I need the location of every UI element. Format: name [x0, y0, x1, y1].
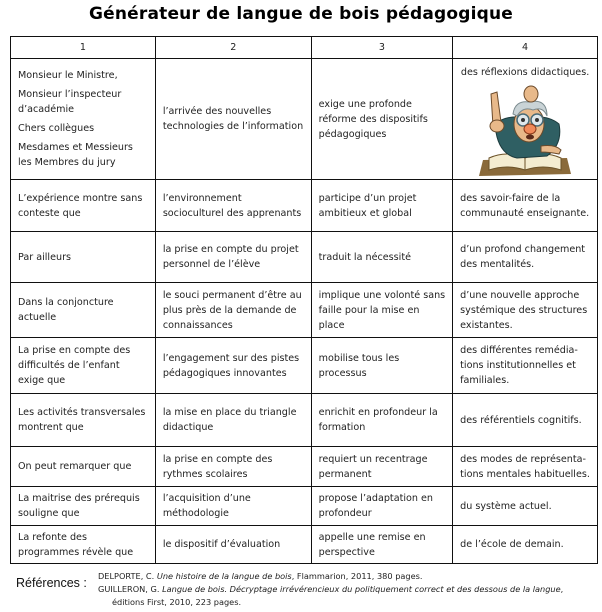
reference-details: , Flammarion, 2011, 380 pages.: [291, 571, 423, 581]
reference-author: GUILLERON, G.: [98, 584, 160, 594]
table-cell: Les activités transversales montrent que: [11, 394, 156, 447]
generator-table: [10, 36, 598, 564]
table-cell: Par ailleurs: [11, 232, 156, 283]
table-cell: La refonte des programmes révèle que: [11, 526, 156, 564]
table-cell: l’engagement sur des pistes pédagogiques innovantes: [155, 338, 311, 394]
table-row: [11, 283, 598, 338]
table-cell: Dans la conjoncture actuelle: [11, 283, 156, 338]
table-cell-text: des réflexions didactiques.: [460, 67, 590, 78]
table-row: [11, 447, 598, 487]
reference-title: Langue de bois. Décryptage irrévérencieux du politiquement correct et des dessous de la langue: [162, 584, 561, 594]
column-header: 1: [11, 37, 156, 59]
table-cell: des modes de représenta-tions mentales habituelles.: [453, 447, 598, 487]
table-cell-with-image: [453, 59, 598, 180]
professor-illustration-icon: [477, 84, 573, 176]
table-cell: la mise en place du triangle didactique: [155, 394, 311, 447]
reference-author: DELPORTE, C.: [98, 571, 155, 581]
table-cell: propose l’adaptation en profondeur: [311, 487, 452, 526]
table-cell: l’arrivée des nouvelles technologies de l’information: [155, 59, 311, 180]
reference-item: [98, 583, 598, 609]
table-cell: implique une volonté sans faille pour la mise en place: [311, 283, 452, 338]
table-cell: le dispositif d’évaluation: [155, 526, 311, 564]
column-header: 3: [311, 37, 452, 59]
table-cell: traduit la nécessité: [311, 232, 452, 283]
table-cell: mobilise tous les processus: [311, 338, 452, 394]
table-cell: du système actuel.: [453, 487, 598, 526]
table-cell: de l’école de demain.: [453, 526, 598, 564]
reference-continuation: éditions First, 2010, 223 pages.: [112, 597, 242, 607]
table-cell: enrichit en profondeur la formation: [311, 394, 452, 447]
references-label: Références :: [16, 576, 87, 590]
column-header: 4: [453, 37, 598, 59]
table-cell: d’un profond changement des mentalités.: [453, 232, 598, 283]
table-cell: La prise en compte des difficultés de l’enfant exige que: [11, 338, 156, 394]
table-cell: l’environnement socioculturel des apprenants: [155, 180, 311, 232]
table-cell: la prise en compte du projet personnel de l’élève: [155, 232, 311, 283]
reference-details: ,: [560, 584, 564, 594]
table-row: [11, 394, 598, 447]
salutation: Mesdames et Messieurs les Membres du jury: [18, 142, 133, 168]
table-row: [11, 180, 598, 232]
header-row: [11, 37, 598, 59]
table-row: [11, 526, 598, 564]
table-cell: participe d’un projet ambitieux et global: [311, 180, 452, 232]
salutations-cell: [11, 59, 156, 180]
reference-title: Une histoire de la langue de bois: [156, 571, 292, 581]
table-cell: des savoir-faire de la communauté enseignante.: [453, 180, 598, 232]
table-cell: On peut remarquer que: [11, 447, 156, 487]
table-cell: des référentiels cognitifs.: [453, 394, 598, 447]
column-header: 2: [155, 37, 311, 59]
table-cell: requiert un recentrage permanent: [311, 447, 452, 487]
table-cell: exige une profonde réforme des dispositifs pédagogiques: [311, 59, 452, 180]
references-list: [98, 570, 598, 609]
page-title: Générateur de langue de bois pédagogique: [88, 4, 514, 24]
table-row: [11, 487, 598, 526]
salutation: Chers collègues: [18, 123, 95, 134]
table-row: [11, 59, 598, 180]
table-cell: des différentes remédia-tions institutionnelles et familiales.: [453, 338, 598, 394]
table-row: [11, 232, 598, 283]
table-cell: d’une nouvelle approche systémique des structures existantes.: [453, 283, 598, 338]
salutation: Monsieur l’inspecteur d’académie: [18, 89, 122, 115]
table-cell: La maitrise des prérequis souligne que: [11, 487, 156, 526]
table-cell: l’acquisition d’une méthodologie: [155, 487, 311, 526]
table-row: [11, 338, 598, 394]
table-cell: le souci permanent d’être au plus près de la demande de connaissances: [155, 283, 311, 338]
table-cell: la prise en compte des rythmes scolaires: [155, 447, 311, 487]
table-cell: appelle une remise en perspective: [311, 526, 452, 564]
reference-item: [98, 570, 598, 583]
table-cell: L’expérience montre sans conteste que: [11, 180, 156, 232]
salutation: Monsieur le Ministre,: [18, 70, 118, 81]
